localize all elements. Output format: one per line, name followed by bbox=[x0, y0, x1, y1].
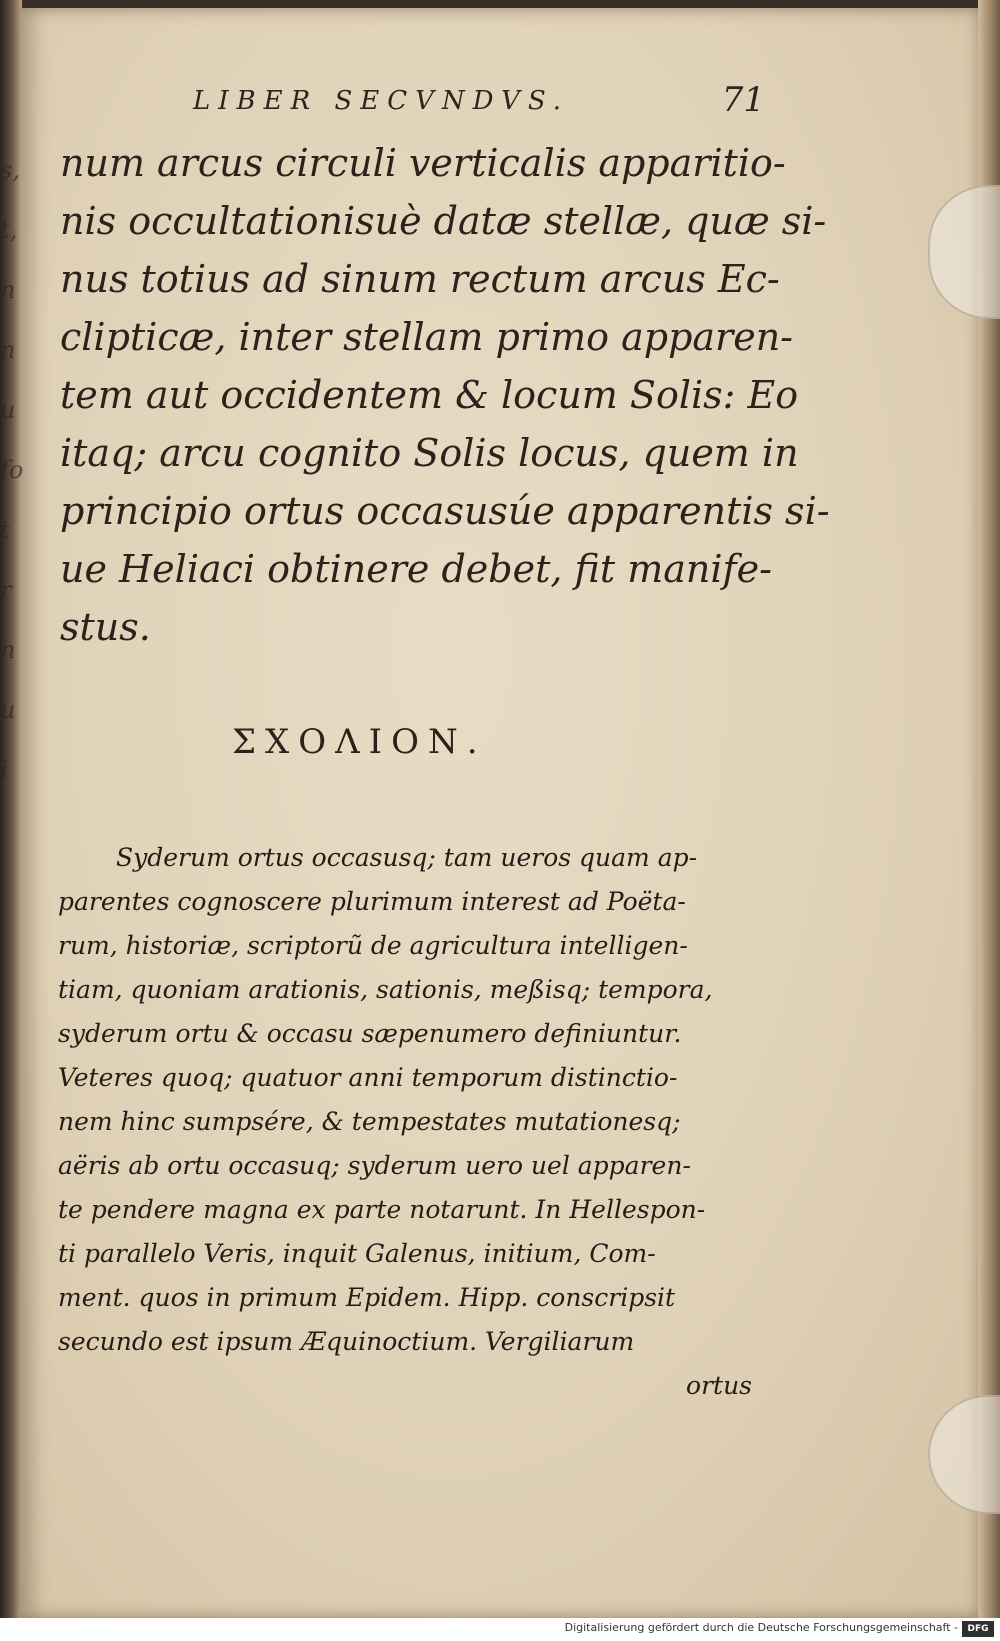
scholion-heading: ΣΧΟΛΙΟΝ. bbox=[232, 722, 487, 762]
left-fragment: u bbox=[0, 396, 16, 424]
catchword: ortus bbox=[686, 1371, 752, 1400]
scholion-line: nem hinc sumpsére, & tempestates mutationesq; bbox=[58, 1107, 681, 1136]
left-fragment: t, bbox=[0, 216, 18, 244]
scholion-line: parentes cognoscere plurimum interest ad Poëta- bbox=[58, 887, 686, 916]
text-line: tem aut occidentem & locum Solis: Eo bbox=[60, 373, 799, 417]
dfg-logo-icon: DFG bbox=[962, 1621, 994, 1637]
scholion-line: ment. quos in primum Epidem. Hipp. conscripsit bbox=[58, 1283, 676, 1312]
left-fragment: n bbox=[0, 336, 16, 364]
running-title: LIBER SECVNDVS. bbox=[193, 86, 569, 116]
text-line: ue Heliaci obtinere debet, fit manife- bbox=[60, 547, 772, 591]
footer-credit: Digitalisierung gefördert durch die Deutsche Forschungsgemeinschaft - bbox=[564, 1621, 958, 1634]
scholion-line: ti parallelo Veris, inquit Galenus, initium, Com- bbox=[58, 1239, 656, 1268]
text-line: itaq; arcu cognito Solis locus, quem in bbox=[60, 431, 799, 475]
left-fragment: i bbox=[0, 756, 8, 784]
text-line: nis occultationisuè datæ stellæ, quæ si- bbox=[60, 199, 827, 243]
scholion-line: syderum ortu & occasu sæpenumero definiuntur. bbox=[58, 1019, 682, 1048]
scholion-line: Syderum ortus occasusq; tam ueros quam ap- bbox=[116, 843, 698, 872]
running-head bbox=[175, 80, 765, 126]
left-page-fragments bbox=[0, 140, 24, 800]
left-fragment: n bbox=[0, 636, 16, 664]
scholion-line: aëris ab ortu occasuq; syderum uero uel apparen- bbox=[58, 1151, 691, 1180]
scholion-line: rum, historiæ, scriptorũ de agricultura intelligen- bbox=[58, 931, 688, 960]
left-fragment: t bbox=[0, 516, 10, 544]
scholion-text bbox=[58, 836, 758, 1408]
text-line: stus. bbox=[60, 605, 151, 649]
left-fragment: fo bbox=[0, 456, 24, 484]
scholion-line: Veteres quoq; quatuor anni temporum distinctio- bbox=[58, 1063, 678, 1092]
scholion-line: tiam, quoniam arationis, sationis, meßisq; tempora, bbox=[58, 975, 713, 1004]
text-line: nus totius ad sinum rectum arcus Ec- bbox=[60, 257, 780, 301]
scholion-line: te pendere magna ex parte notarunt. In Hellespon- bbox=[58, 1195, 706, 1224]
main-text bbox=[60, 134, 830, 656]
left-fragment: u bbox=[0, 696, 16, 724]
digitization-footer bbox=[0, 1618, 1000, 1641]
left-fragment: s, bbox=[0, 156, 20, 184]
left-fragment: n bbox=[0, 276, 16, 304]
text-line: clipticæ, inter stellam primo apparen- bbox=[60, 315, 794, 359]
left-fragment: r bbox=[0, 576, 12, 604]
scholion-line: secundo est ipsum Æquinoctium. Vergiliarum bbox=[58, 1327, 635, 1356]
text-line: principio ortus occasusúe apparentis si- bbox=[60, 489, 830, 533]
text-line: num arcus circuli verticalis apparitio- bbox=[60, 141, 786, 185]
page-number: 71 bbox=[721, 80, 765, 120]
